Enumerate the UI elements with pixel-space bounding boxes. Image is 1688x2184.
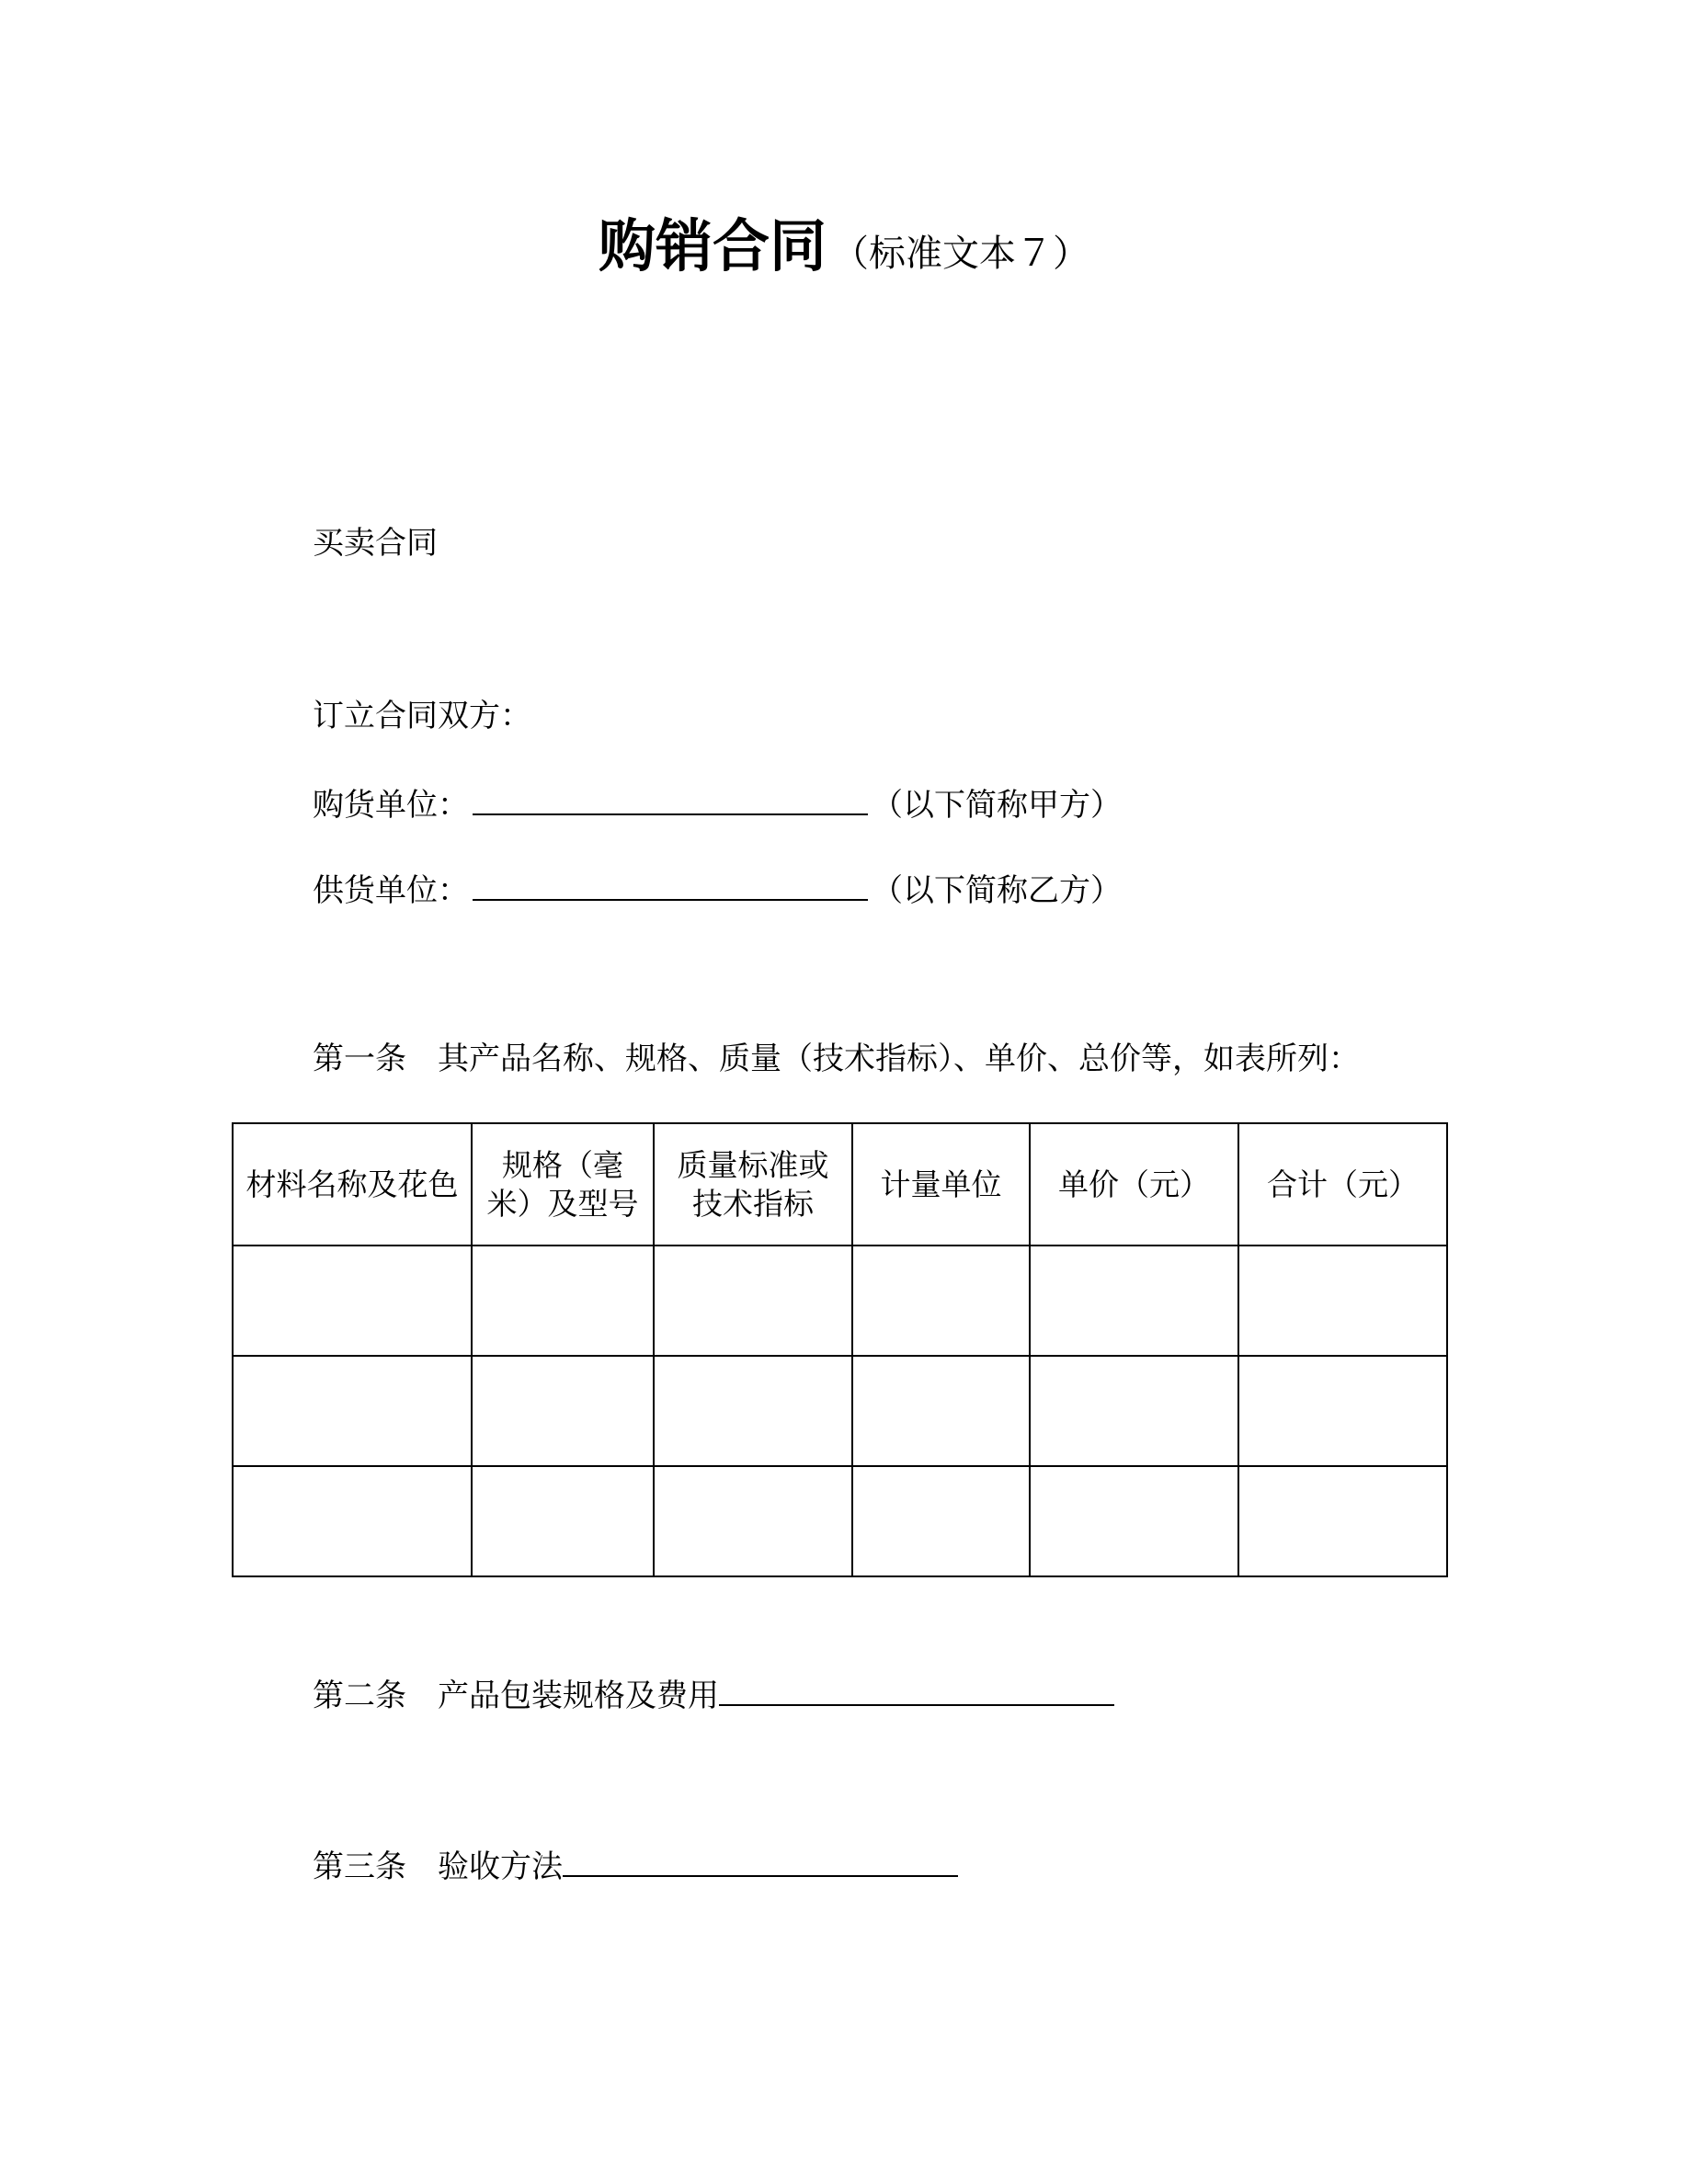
table-cell[interactable] xyxy=(233,1356,472,1466)
clause-three xyxy=(313,1842,958,1887)
table-cell[interactable] xyxy=(852,1466,1030,1576)
buyer-note: （以下简称甲方） xyxy=(872,787,1122,824)
clause-two-number: 第二条 xyxy=(313,1678,406,1714)
document-title xyxy=(0,200,1688,282)
clause-two xyxy=(313,1671,1114,1716)
clause-one xyxy=(313,1039,1360,1079)
table-header-row xyxy=(233,1123,1447,1246)
header-total: 合计（元） xyxy=(1238,1123,1447,1246)
product-table xyxy=(232,1122,1448,1577)
seller-note: （以下简称乙方） xyxy=(872,872,1122,909)
packaging-blank-field[interactable] xyxy=(719,1671,1114,1706)
clause-three-number: 第三条 xyxy=(313,1848,406,1885)
table-cell[interactable] xyxy=(1238,1466,1447,1576)
header-material-name: 材料名称及花色 xyxy=(233,1123,472,1246)
table-row xyxy=(233,1466,1447,1576)
doc-label: 买卖合同 xyxy=(313,525,438,562)
header-unit: 计量单位 xyxy=(852,1123,1030,1246)
buyer-label: 购货单位： xyxy=(313,787,469,824)
header-spec-model: 规格（毫米）及型号 xyxy=(472,1123,654,1246)
title-main: 购销合同 xyxy=(598,212,827,279)
table-cell[interactable] xyxy=(472,1356,654,1466)
table-cell[interactable] xyxy=(852,1246,1030,1356)
table-cell[interactable] xyxy=(233,1246,472,1356)
clause-one-text: 其产品名称、规格、质量（技术指标）、单价、总价等，如表所列： xyxy=(438,1041,1360,1077)
table-row xyxy=(233,1356,1447,1466)
table-row xyxy=(233,1246,1447,1356)
acceptance-blank-field[interactable] xyxy=(563,1842,958,1877)
seller-label: 供货单位： xyxy=(313,872,469,909)
table-cell[interactable] xyxy=(1030,1356,1238,1466)
clause-three-text: 验收方法 xyxy=(438,1848,563,1885)
clause-two-text: 产品包装规格及费用 xyxy=(438,1678,719,1714)
buyer-blank-field[interactable] xyxy=(473,780,868,815)
table-cell[interactable] xyxy=(1238,1356,1447,1466)
table-cell[interactable] xyxy=(472,1466,654,1576)
table-cell[interactable] xyxy=(472,1246,654,1356)
table-cell[interactable] xyxy=(1030,1246,1238,1356)
table-cell[interactable] xyxy=(233,1466,472,1576)
table-cell[interactable] xyxy=(1238,1246,1447,1356)
seller-line xyxy=(313,866,1122,911)
title-subtitle: （标准文本７） xyxy=(832,233,1089,275)
table-cell[interactable] xyxy=(654,1356,852,1466)
header-quality-standard: 质量标准或技术指标 xyxy=(654,1123,852,1246)
seller-blank-field[interactable] xyxy=(473,866,868,901)
table-cell[interactable] xyxy=(654,1466,852,1576)
table-cell[interactable] xyxy=(654,1246,852,1356)
buyer-line xyxy=(313,780,1122,825)
parties-heading: 订立合同双方： xyxy=(313,698,531,734)
header-unit-price: 单价（元） xyxy=(1030,1123,1238,1246)
clause-one-number: 第一条 xyxy=(313,1041,406,1077)
table-cell[interactable] xyxy=(1030,1466,1238,1576)
table-cell[interactable] xyxy=(852,1356,1030,1466)
